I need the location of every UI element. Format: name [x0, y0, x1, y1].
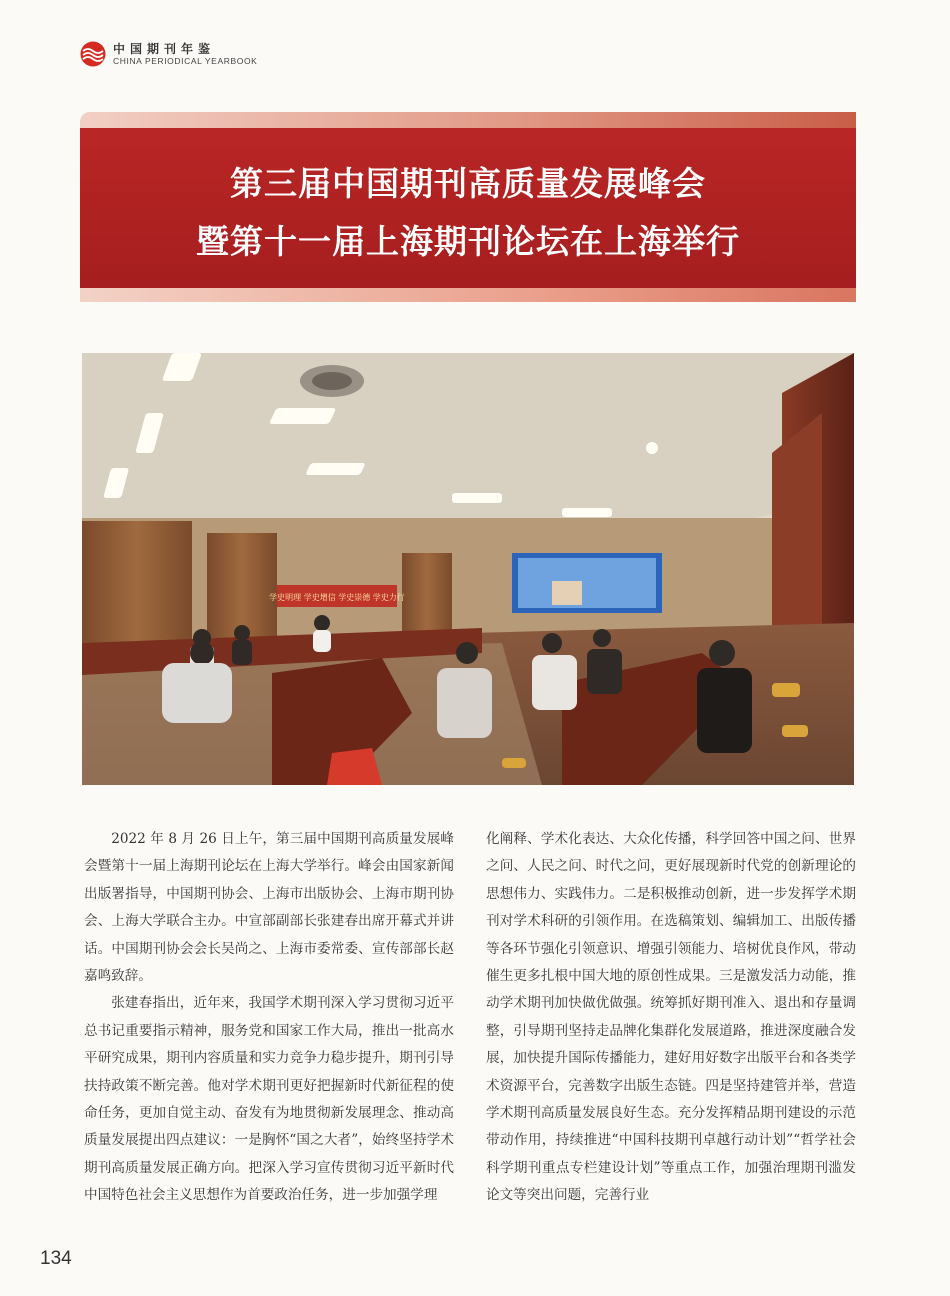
page-header: [80, 40, 380, 70]
banner-bottom-accent: [80, 288, 856, 302]
paragraph: 2022 年 8 月 26 日上午，第三届中国期刊高质量发展峰会暨第十一届上海期刊论坛在上海大学举行。峰会由国家新闻出版署指导，中国期刊协会、上海市出版协会、上海市期刊协会、上海大学联合主办。中宣部副部长张建春出席开幕式并讲话。中国期刊协会会长吴尚之、上海市委常委、宣传部部长赵嘉鸣致辞。: [84, 831, 454, 985]
article-title-line1: 第三届中国期刊高质量发展峰会: [230, 164, 706, 203]
banner-top-accent: [80, 112, 856, 128]
conference-photo: [82, 353, 854, 785]
article-column-right: [486, 826, 856, 1210]
title-banner: [80, 128, 856, 288]
page-number: 134: [40, 1248, 72, 1269]
paragraph: 张建春指出，近年来，我国学术期刊深入学习贯彻习近平总书记重要指示精神，服务党和国家工作大局，推出一批高水平研究成果，期刊内容质量和实力竞争力稳步提升，期刊引导扶持政策不断完善。他对学术期刊更好把握新时代新征程的使命任务，更加自觉主动、奋发有为地贯彻新发展理念、推动高质量发展提出四点建议：一是胸怀“国之大者”，始终坚持学术期刊高质量发展正确方向。把深入学习宣传贯彻习近平新时代中国特色社会主义思想作为首要政治任务，进一步加强学理: [84, 995, 454, 1204]
paragraph: 化阐释、学术化表达、大众化传播，科学回答中国之问、世界之问、人民之问、时代之问，更好展现新时代党的创新理论的思想伟力、实践伟力。二是积极推动创新，进一步发挥学术期刊对学术科研的引领作用。在选稿策划、编辑加工、出版传播等各环节强化引领意识、增强引领能力、培树优良作风，带动催生更多扎根中国大地的原创性成果。三是激发活力动能，推动学术期刊加快做优做强。统筹抓好期刊准入、退出和存量调整，引导期刊坚持走品牌化集群化发展道路，推进深度融合发展，加快提升国际传播能力，建好用好数字出版平台和各类学术资源平台，完善数字出版生态链。四是坚持建管并举，营造学术期刊高质量发展良好生态。充分发挥精品期刊建设的示范带动作用，持续推进“中国科技期刊卓越行动计划”“哲学社会科学期刊重点专栏建设计划”等重点工作，加强治理期刊滥发论文等突出问题，完善行业: [486, 831, 856, 1204]
article-column-left: [84, 826, 454, 1210]
brand-name-cn: 中国期刊年鉴: [113, 42, 216, 56]
wall-slogan: 学史明理 学史增信 学史崇德 学史力行: [269, 593, 405, 602]
article-title-line2: 暨第十一届上海期刊论坛在上海举行: [196, 222, 740, 261]
brand-name-en: CHINA PERIODICAL YEARBOOK: [113, 56, 258, 66]
waves-logo-icon: [80, 41, 106, 67]
